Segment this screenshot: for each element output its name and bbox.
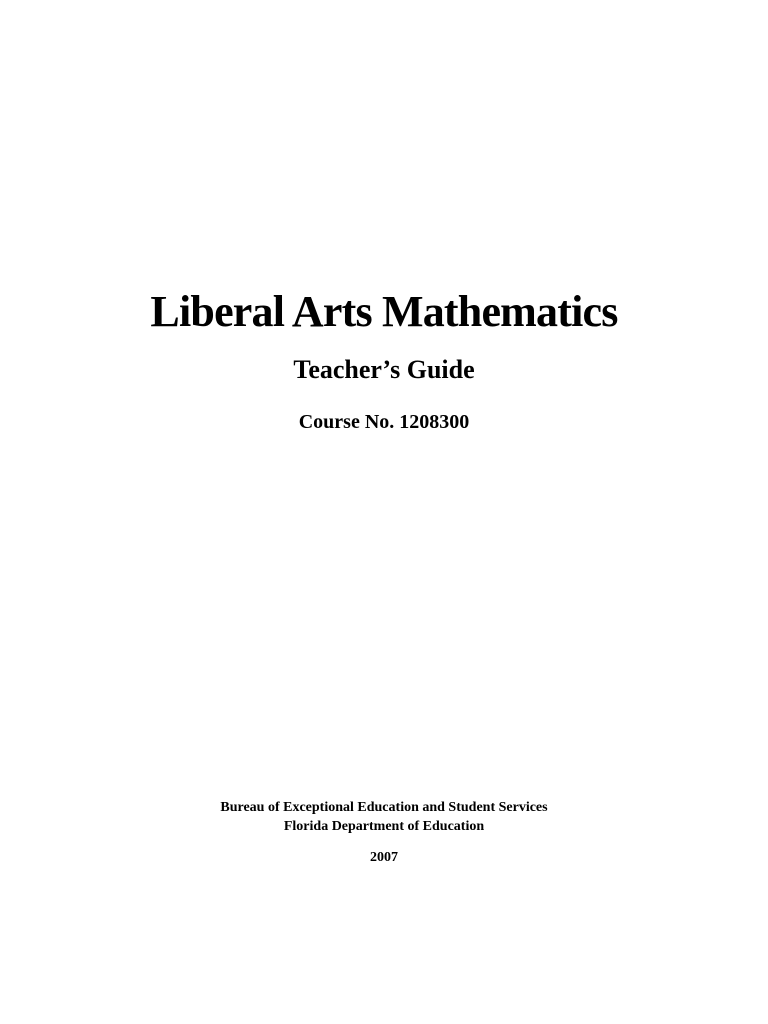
document-title: Liberal Arts Mathematics — [150, 287, 618, 336]
publisher-bureau: Bureau of Exceptional Education and Student Services — [220, 800, 548, 815]
course-number: Course No. 1208300 — [298, 411, 470, 433]
publication-year: 2007 — [370, 850, 398, 865]
document-subtitle: Teacher’s Guide — [293, 355, 475, 384]
publisher-department: Florida Department of Education — [283, 819, 485, 834]
